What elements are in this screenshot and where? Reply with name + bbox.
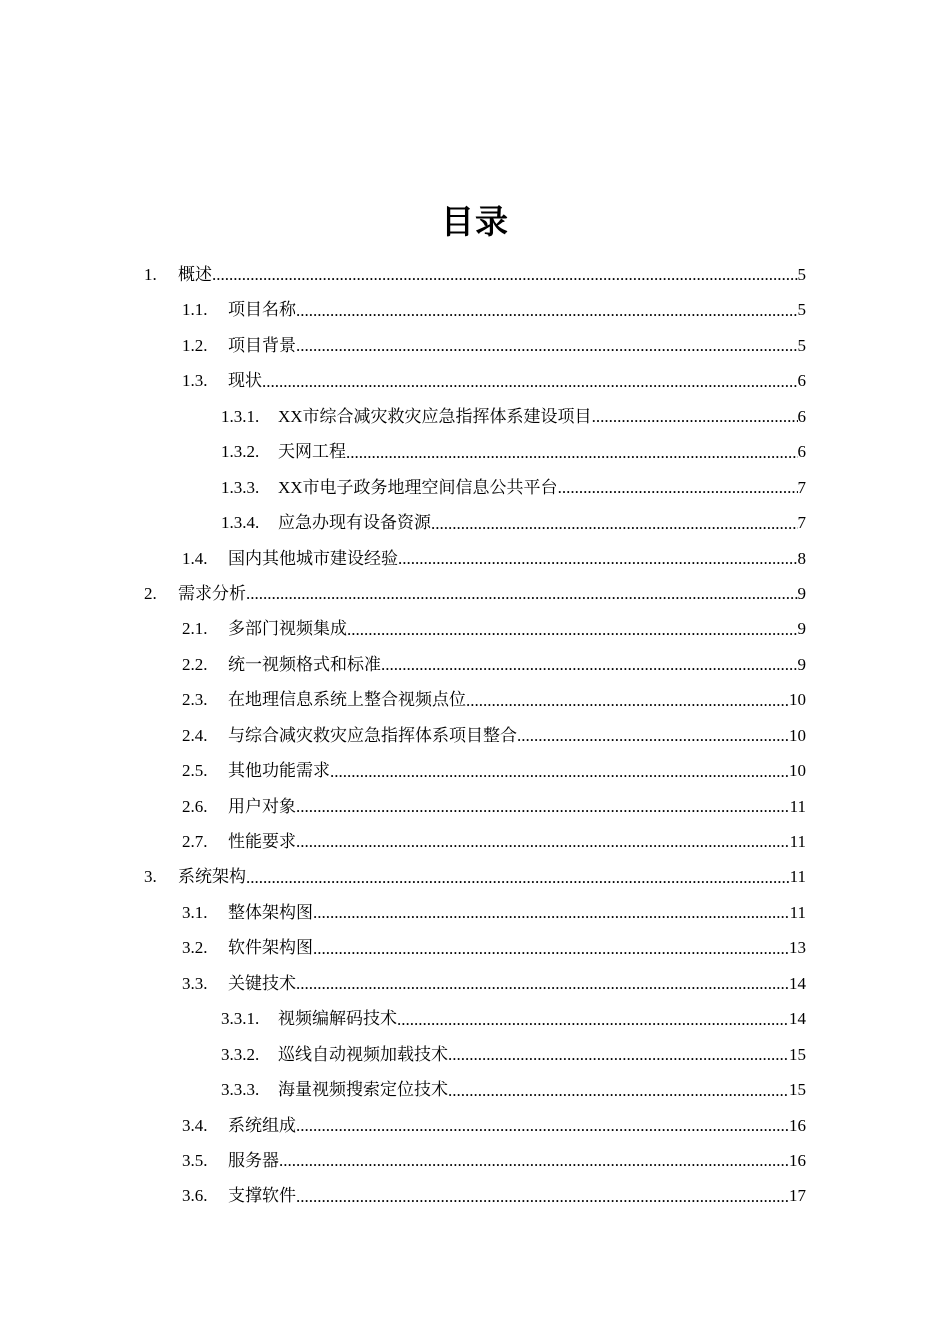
toc-entry-label: XX市电子政务地理空间信息公共平台 (278, 477, 558, 497)
toc-entry[interactable] (0, 966, 806, 1001)
toc-entry-label: 支撑软件 (228, 1186, 296, 1206)
toc-entry-page: 9 (797, 583, 806, 603)
toc-entry-number: 2.2. (182, 654, 208, 674)
toc-entry[interactable] (0, 859, 806, 894)
toc-entry[interactable] (0, 930, 806, 965)
toc-entry[interactable] (0, 753, 806, 788)
toc-entry-number: 2.3. (182, 690, 208, 710)
toc-leader-dots (296, 824, 790, 859)
toc-entry[interactable] (0, 1143, 806, 1178)
toc-entry[interactable] (0, 789, 806, 824)
toc-entry-page: 7 (797, 513, 806, 533)
toc-entry-label: 项目名称 (228, 300, 296, 320)
toc-entry-page: 5 (797, 265, 806, 284)
toc-entry-label: 系统组成 (228, 1115, 296, 1135)
toc-leader-dots (431, 505, 798, 540)
toc-leader-dots (592, 399, 798, 434)
toc-entry-number: 1.3.2. (221, 442, 260, 462)
toc-entry-number: 3.3.3. (221, 1080, 260, 1100)
toc-leader-dots (448, 1037, 789, 1072)
toc-entry[interactable] (0, 895, 806, 930)
toc-leader-dots (466, 682, 789, 717)
toc-entry-number: 3.3. (182, 973, 208, 993)
toc-entry-label: 国内其他城市建设经验 (228, 548, 398, 568)
toc-entry-number: 1.2. (182, 335, 208, 355)
toc-entry[interactable] (0, 257, 806, 292)
toc-entry-number: 1.3. (182, 371, 208, 391)
toc-leader-dots (398, 541, 798, 576)
toc-entry-page: 16 (789, 1150, 806, 1170)
toc-entry-page: 10 (789, 761, 806, 781)
toc-entry-label: 关键技术 (228, 973, 296, 993)
toc-entry-page: 11 (789, 867, 806, 887)
toc-entry-label: 用户对象 (228, 796, 296, 816)
toc-entry[interactable] (0, 363, 806, 398)
toc-entry-label: 服务器 (228, 1150, 279, 1170)
toc-entry-number: 2. (144, 583, 157, 603)
toc-entry[interactable] (0, 576, 806, 611)
toc-entry[interactable] (0, 505, 806, 540)
toc-entry-page: 13 (789, 938, 806, 958)
toc-entry-label: 整体架构图 (228, 902, 313, 922)
toc-entry-page: 14 (789, 1009, 806, 1029)
toc-title: 目录 (441, 202, 509, 241)
toc-entry-label: 系统架构 (178, 867, 246, 887)
toc-leader-dots (346, 434, 798, 469)
toc-leader-dots (397, 1001, 789, 1036)
toc-leader-dots (296, 292, 798, 327)
toc-entry-label: 性能要求 (228, 832, 296, 851)
toc-entry[interactable] (0, 824, 806, 859)
toc-entry-number: 3.3.2. (221, 1044, 260, 1064)
toc-leader-dots (517, 718, 789, 753)
toc-entry-page: 15 (789, 1080, 806, 1100)
toc-entry-number: 1.3.3. (221, 477, 260, 497)
toc-leader-dots (330, 753, 789, 788)
toc-leader-dots (381, 647, 798, 682)
toc-entry-number: 1.4. (182, 548, 208, 568)
toc-leader-dots (246, 576, 798, 611)
toc-entry-number: 3.2. (182, 938, 208, 958)
toc-leader-dots (246, 859, 790, 894)
toc-entry-label: 应急办现有设备资源 (278, 513, 431, 533)
toc-leader-dots (296, 789, 790, 824)
toc-entry-number: 2.5. (182, 761, 208, 781)
toc-entry-number: 1.1. (182, 300, 208, 320)
toc-entry-label: 多部门视频集成 (228, 619, 347, 639)
toc-entry-page: 14 (789, 973, 806, 993)
toc-entry-page: 6 (797, 406, 806, 426)
toc-entry[interactable] (0, 647, 806, 682)
toc-leader-dots (296, 966, 789, 1001)
toc-entry-label: 现状 (228, 371, 262, 391)
toc-leader-dots (347, 611, 798, 646)
toc-entry-number: 2.6. (182, 796, 208, 816)
toc-entry-page: 15 (789, 1044, 806, 1064)
toc-entry[interactable] (0, 682, 806, 717)
toc-leader-dots (448, 1072, 789, 1107)
toc-entry[interactable] (0, 292, 806, 327)
toc-leader-dots (296, 328, 798, 363)
toc-entry[interactable] (0, 1108, 806, 1143)
toc-entry-page: 6 (797, 371, 806, 391)
toc-entry-label: 在地理信息系统上整合视频点位 (228, 690, 466, 710)
toc-entry[interactable] (0, 611, 806, 646)
toc-entry-number: 3.1. (182, 902, 208, 922)
toc-entry-page: 11 (789, 796, 806, 816)
toc-entry-number: 3.3.1. (221, 1009, 260, 1029)
toc-entry-number: 1.3.4. (221, 513, 260, 533)
toc-entry[interactable] (0, 1001, 806, 1036)
toc-entry-label: 需求分析 (178, 583, 246, 603)
toc-entry-label: XX市综合减灾救灾应急指挥体系建设项目 (278, 406, 592, 426)
toc-entry-page: 10 (789, 690, 806, 710)
toc-entry-label: 与综合减灾救灾应急指挥体系项目整合 (228, 725, 517, 745)
toc-entry-number: 3. (144, 867, 157, 887)
toc-entry[interactable] (0, 1037, 806, 1072)
toc-entry-number: 2.7. (182, 832, 208, 851)
toc-entry[interactable] (0, 434, 806, 469)
toc-entry-label: 项目背景 (228, 335, 296, 355)
toc-entry-page: 16 (789, 1115, 806, 1135)
toc-entry-number: 2.1. (182, 619, 208, 639)
toc-entry-label: 海量视频搜索定位技术 (278, 1080, 448, 1100)
toc-entry-label: 天网工程 (278, 442, 346, 462)
toc-entry-page: 5 (797, 300, 806, 320)
toc-leader-dots (212, 257, 798, 292)
toc-leader-dots (313, 930, 789, 965)
toc-entry-page: 11 (789, 902, 806, 922)
toc-entry-page: 9 (797, 654, 806, 674)
toc-entry-number: 3.5. (182, 1150, 208, 1170)
toc-leader-dots (313, 895, 790, 930)
toc-leader-dots (296, 1178, 789, 1213)
toc-entry-page: 6 (797, 442, 806, 462)
toc-entry-page: 8 (797, 548, 806, 568)
toc-entry-label: 概述 (178, 265, 212, 284)
toc-entry-number: 1. (144, 265, 157, 284)
toc-leader-dots (262, 363, 798, 398)
toc-entry-number: 2.4. (182, 725, 208, 745)
toc-entry-page: 9 (797, 619, 806, 639)
toc-leader-dots (279, 1143, 789, 1178)
toc-entry-page: 17 (789, 1186, 806, 1206)
toc-entry[interactable] (0, 328, 806, 363)
toc-entry[interactable] (0, 399, 806, 434)
toc-entry-label: 视频编解码技术 (278, 1009, 397, 1029)
toc-entry[interactable] (0, 541, 806, 576)
toc-entry-page: 11 (789, 832, 806, 851)
toc-entry-label: 巡线自动视频加载技术 (278, 1044, 448, 1064)
toc-entry[interactable] (0, 470, 806, 505)
toc-entry[interactable] (0, 718, 806, 753)
toc-entry-page: 10 (789, 725, 806, 745)
toc-entry-page: 7 (797, 477, 806, 497)
table-of-contents (0, 257, 950, 1214)
toc-entry-number: 1.3.1. (221, 406, 260, 426)
toc-entry-page: 5 (797, 335, 806, 355)
toc-leader-dots (296, 1108, 789, 1143)
toc-leader-dots (558, 470, 798, 505)
toc-entry[interactable] (0, 1178, 806, 1213)
toc-entry-number: 3.4. (182, 1115, 208, 1135)
toc-entry-label: 软件架构图 (228, 938, 313, 958)
toc-entry-label: 统一视频格式和标准 (228, 654, 381, 674)
toc-entry-number: 3.6. (182, 1186, 208, 1206)
toc-entry[interactable] (0, 1072, 806, 1107)
toc-entry-label: 其他功能需求 (228, 761, 330, 781)
